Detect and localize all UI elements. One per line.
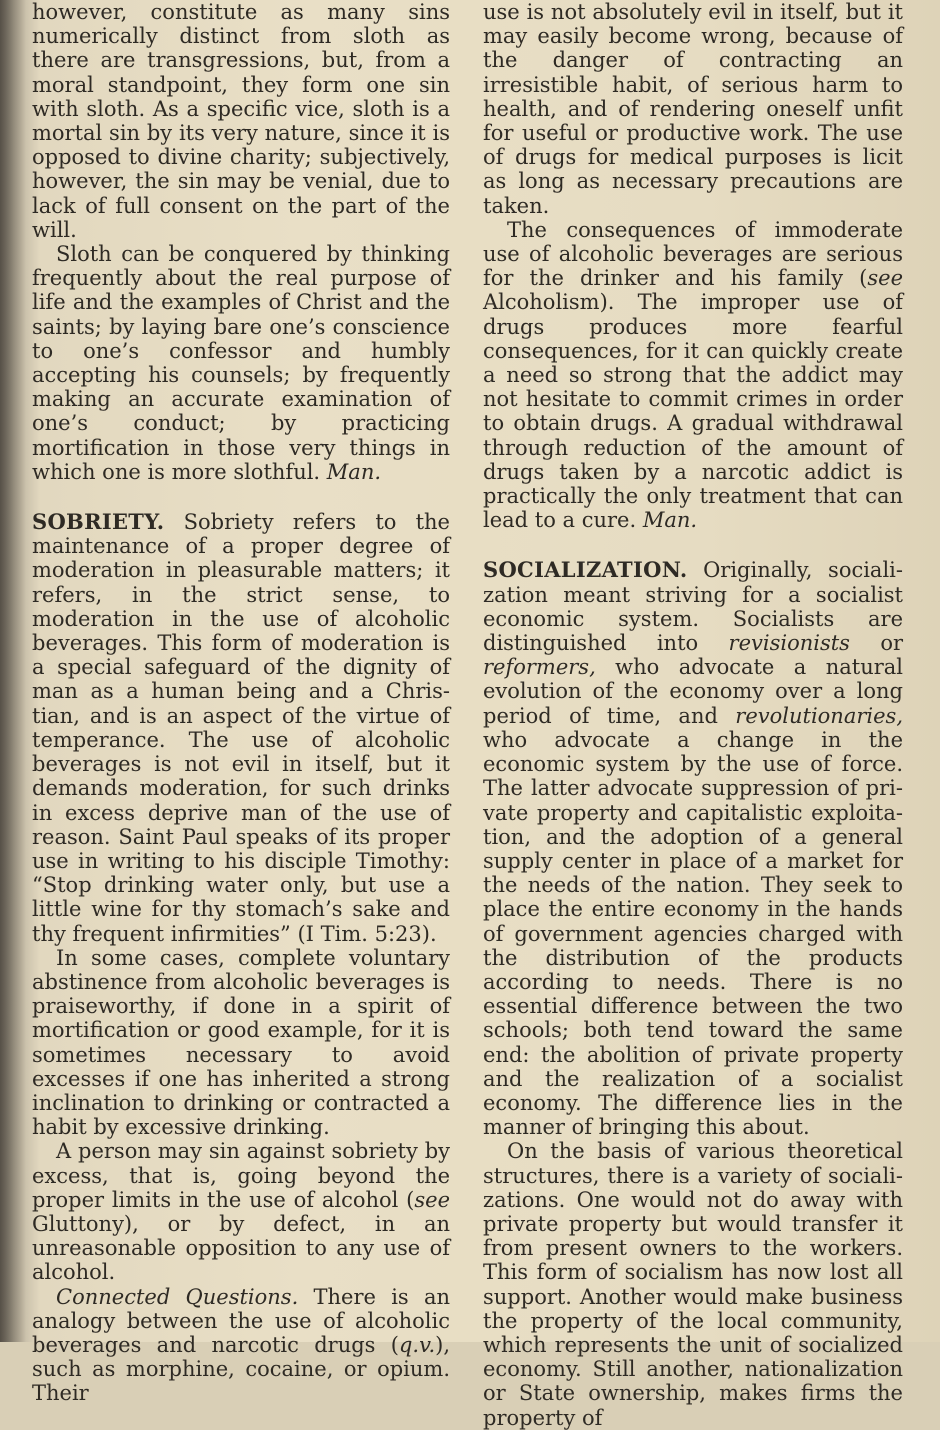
sloth-remedies-text: Sloth can be conquered by thinking frequently about the real purpose of life and the examples of Christ and the saints; by laying bare one’s conscience to one’s confessor and humbly accepting his counsels; by frequently making an accurate examination of one’s conduct; by practicing mortification in those very things in which one is more slothful. <box>32 242 450 484</box>
sloth-remedies-paragraph <box>32 242 450 484</box>
term-revolutionaries: revolutionaries, <box>735 703 903 728</box>
sobriety-p4-text-a: There is an analogy between the use of alcoholic beverages and narcotic drugs ( <box>32 1284 450 1357</box>
sloth-continuation-paragraph: however, constitute as many sins numerically distinct from sloth as there are transgressions, but, from a moral standpoint, they form one sin with sloth. As a specific vice, sloth is a mortal sin by its very nature, since it is opposed to divine charity; subjectively, however, the sin may be venial, due to lack of full consent on the part of the will. <box>32 0 450 242</box>
connected-questions-paragraph <box>32 1285 450 1406</box>
sobriety-definition-text: Sobriety refers to the maintenance of a proper degree of moderation in pleasurable matters; it refers, in the strict sense, to moderation in the use of alcoholic beverages. This form of moderation is a special safeguard of the dignity of man as a human being and a Christian, and is an aspect of the virtue of temperance. The use of alcoholic beverages is not evil in itself, but it demands moderation, for such drinks in excess deprive man of the use of reason. Saint Paul speaks of its proper use in writing to his disciple Timothy: “Stop drinking water only, but use a little wine for thy stomach’s sake and thy frequent infirmities” (I Tim. 5:23). <box>32 510 450 946</box>
socialization-entry-paragraph <box>483 558 903 1139</box>
socialization-heading: SOCIALIZATION. <box>483 557 688 583</box>
sin-against-sobriety-paragraph <box>32 1139 450 1284</box>
term-revisionists: revisionists <box>728 631 850 656</box>
author-signature: Man. <box>642 508 698 533</box>
socialization-text-c: who advocate a natural evolution of the economy over a long period of time, and <box>483 655 903 728</box>
entry-gap <box>483 532 903 558</box>
sobriety-p4-text-b: ), such as morphine, cocaine, or opium. Their <box>32 1332 450 1406</box>
socialization-varieties-paragraph: On the basis of various theoretical structures, there is a variety of socializations. One would not do away with private property but would transfer it from present owners to the workers. This form of socialism has now lost all support. Another would make business the property of the local community, which represents the unit of socialized economy. Still another, nationalization or State ownership, makes firms the property of <box>483 1139 903 1430</box>
consequences-text-b: Alcoholism). The improper use of drugs produces more fearful consequences, for it can quickly create a need so strong that the addict may not hesitate to commit crimes in order to obtain drugs. A gradual withdrawal through reduction of the amount of drugs taken by a narcotic addict is practically the only treatment that can lead to a cure. <box>483 290 903 533</box>
consequences-text-a: The consequences of immoderate use of alcoholic beverages are serious for the drinker and his family ( <box>483 217 903 291</box>
socialization-text-b: or <box>849 631 903 656</box>
socialization-text-a: Originally, socialization meant striving for a socialist economic system. Socialists are distinguished into <box>483 558 903 656</box>
sobriety-entry-paragraph <box>32 510 450 946</box>
connected-questions-label: Connected Questions. <box>56 1284 299 1309</box>
see-reference: see <box>867 266 903 291</box>
consequences-paragraph <box>483 218 903 533</box>
right-column <box>483 0 903 1430</box>
term-reformers: reformers, <box>483 655 596 680</box>
sobriety-p3-text-a: A person may sin against sobriety by excess, that is, going beyond the proper limits in the use of alcohol ( <box>32 1139 450 1212</box>
qv-reference: q.v. <box>398 1332 436 1357</box>
left-column <box>32 0 450 1406</box>
drugs-continuation-paragraph: use is not absolutely evil in itself, but it may easily become wrong, because of the danger of contracting an irresistible habit, of serious harm to health, and of rendering oneself unfit for useful or productive work. The use of drugs for medical purposes is licit as long as necessary precautions are taken. <box>483 0 903 218</box>
abstinence-paragraph: In some cases, complete voluntary abstinence from alcoholic beverages is praiseworthy, if done in a spirit of mortification or good example, for it is sometimes necessary to avoid excesses if one has inherited a strong inclination to drinking or contracted a habit by excessive drinking. <box>32 945 450 1140</box>
sobriety-heading: SOBRIETY. <box>32 509 165 535</box>
socialization-text-d: who advocate a change in the economic system by the use of force. The latter advocate suppression of private property and capitalistic exploitation, and the adoption of a general supply center in place of a market for the needs of the nation. They seek to place the entire economy in the hands of government agencies charged with the distribution of the products according to needs. There is no essential difference between the two schools; both tend toward the same end: the abolition of private property and the realization of a socialist economy. The difference lies in the manner of bringing this about. <box>483 727 903 1140</box>
see-reference: see <box>414 1187 450 1212</box>
sobriety-p3-text-b: Gluttony), or by defect, in an unreasonable opposition to any use of alcohol. <box>32 1211 450 1285</box>
author-signature: Man. <box>326 459 382 484</box>
binding-shadow <box>0 0 26 1342</box>
entry-gap <box>32 484 450 510</box>
